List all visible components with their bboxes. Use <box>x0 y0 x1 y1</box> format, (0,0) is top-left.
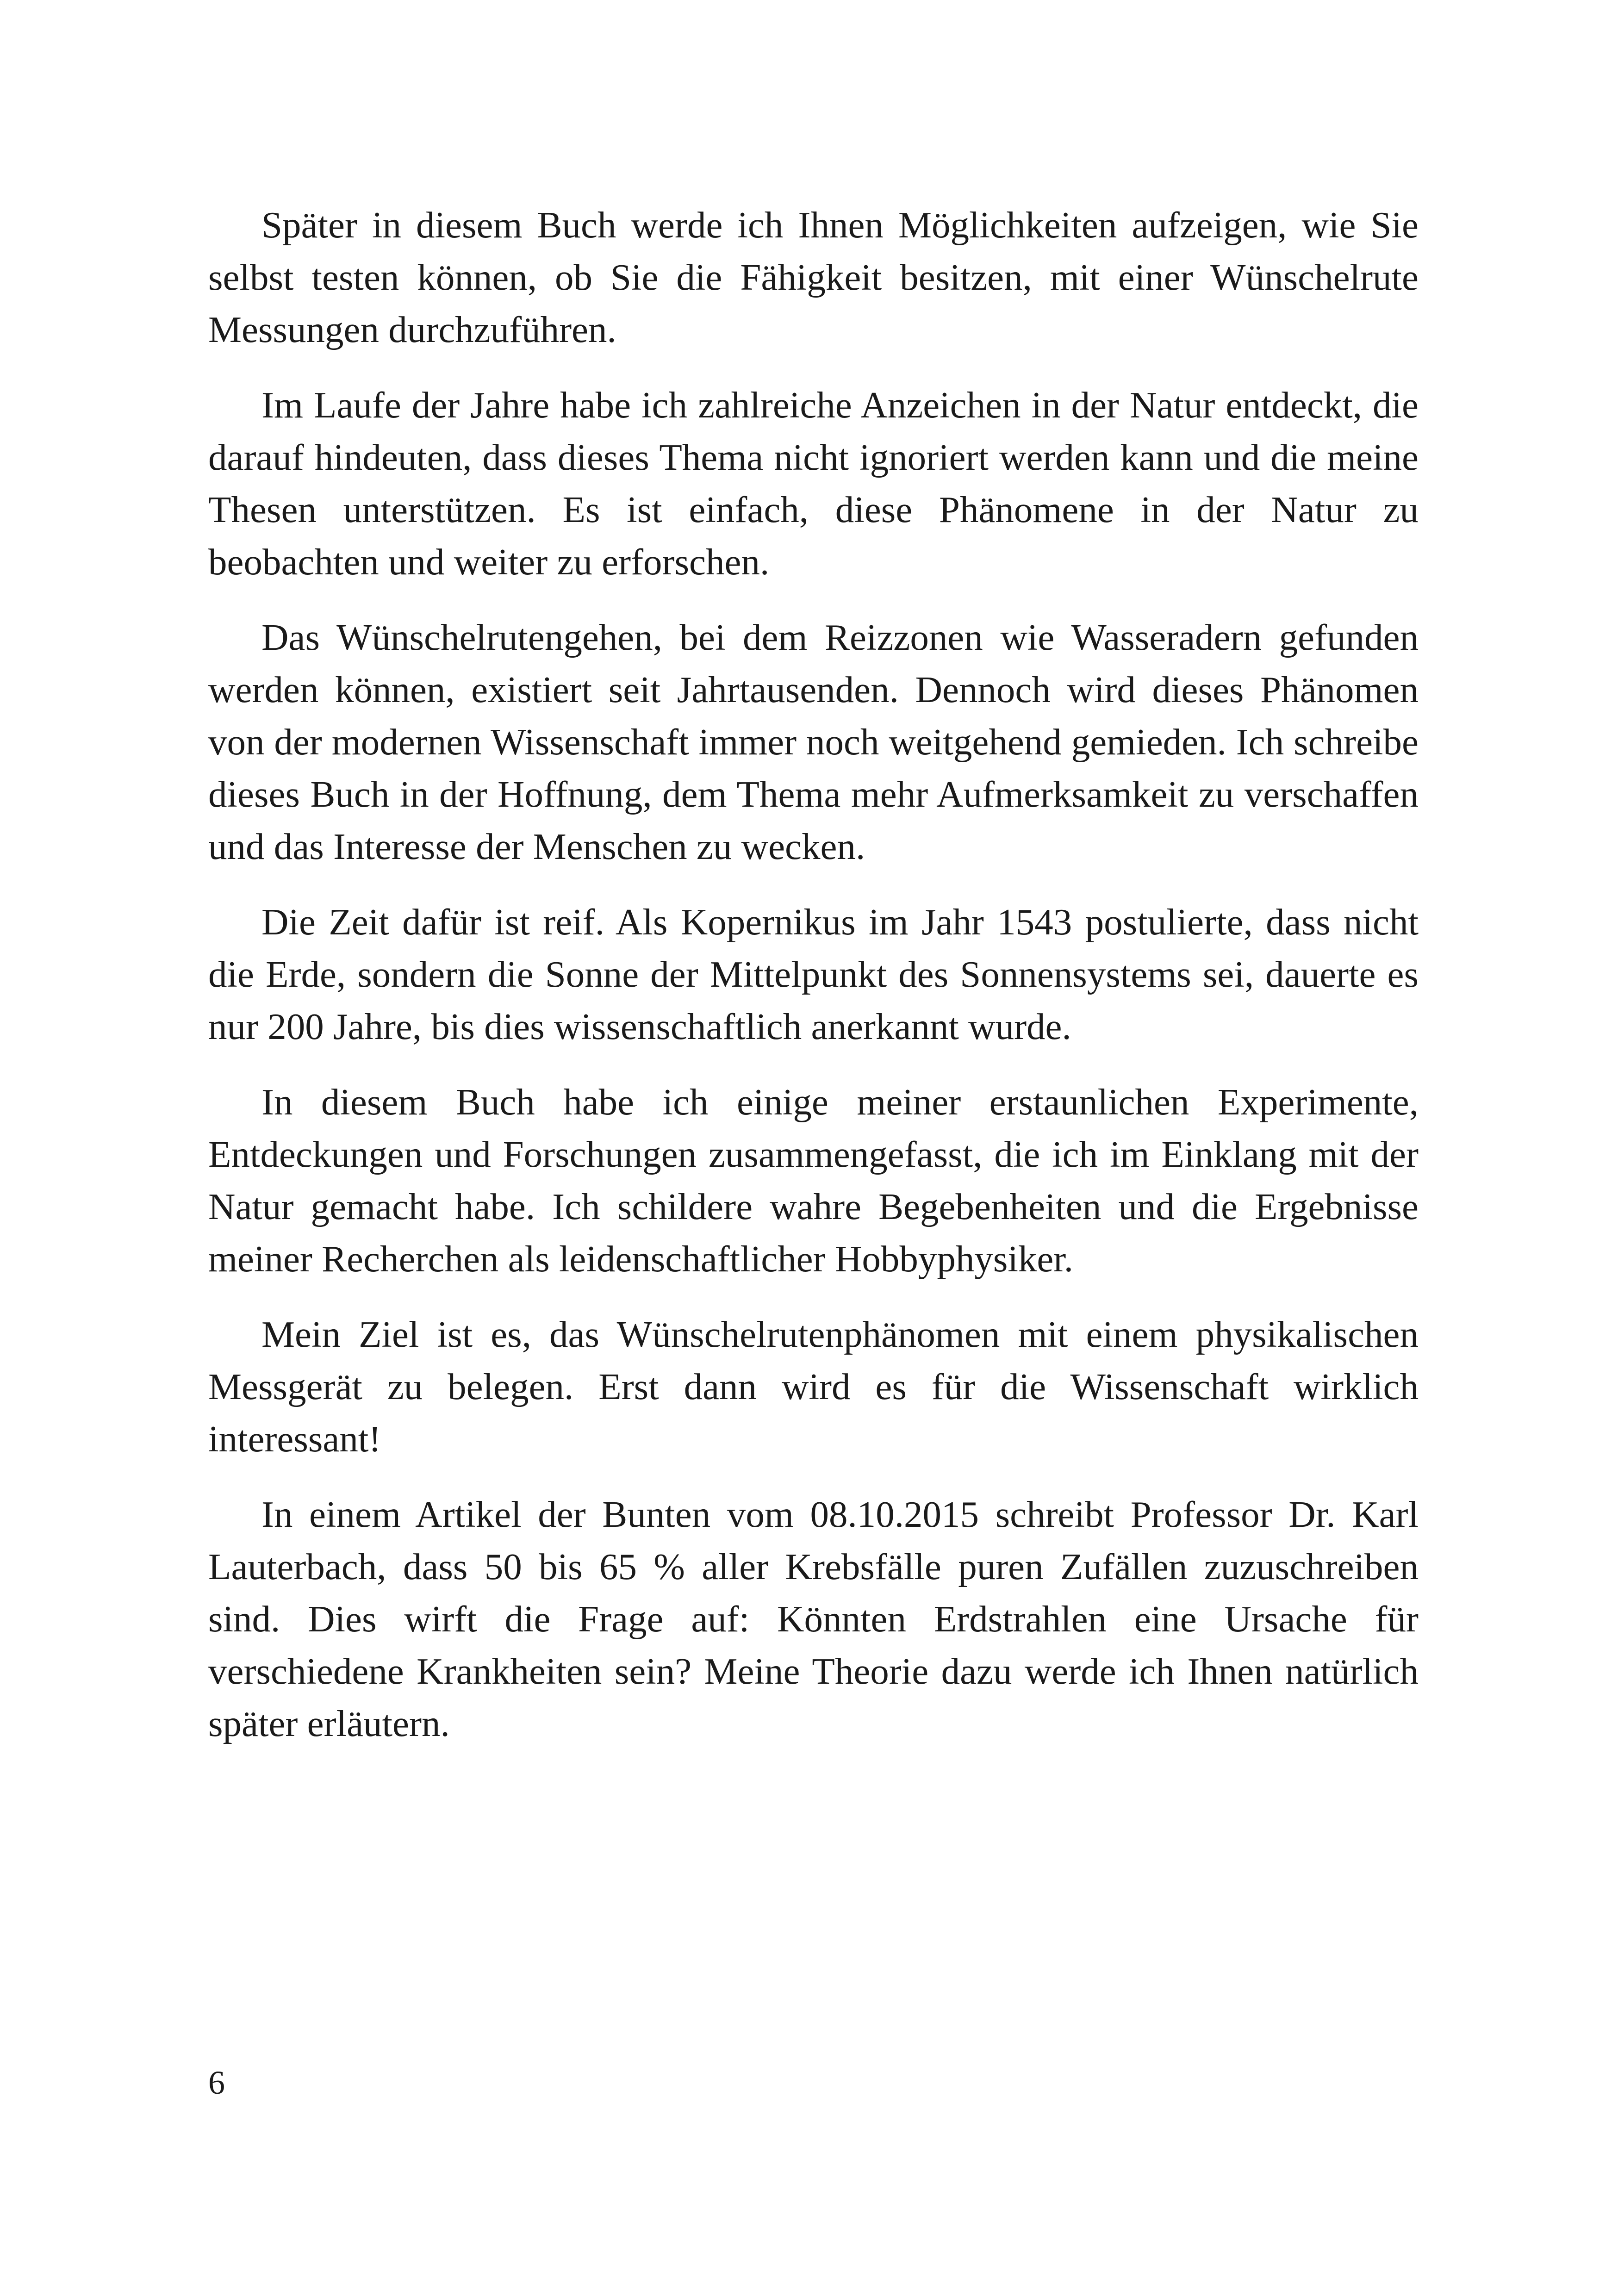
paragraph-7: In einem Artikel der Bunten vom 08.10.2015 schreibt Professor Dr. Karl Lauterbach, dass 50 bis 65 % aller Krebsfälle puren Zufällen zuzuschreiben sind. Dies wirft die Frage auf: Könnten Erdstrahlen eine Ursache für verschiedene Krankheiten sein? Meine Theorie dazu werde ich Ihnen natürlich später erläutern. <box>208 1493 1419 1744</box>
paragraph-2: Im Laufe der Jahre habe ich zahlreiche Anzeichen in der Natur entdeckt, die darauf hindeuten, dass dieses Thema nicht ignoriert werden kann und die meine Thesen unterstützen. Es ist einfach, diese Phänomene in der Natur zu beobachten und weiter zu erforschen. <box>208 384 1419 583</box>
paragraph-3: Das Wünschelrutengehen, bei dem Reizzonen wie Wasseradern gefunden werden können, existiert seit Jahrtausenden. Dennoch wird dieses Phänomen von der modernen Wissenschaft immer noch weitgehend gemieden. Ich schreibe dieses Buch in der Hoffnung, dem Thema mehr Aufmerksamkeit zu verschaffen und das Interesse der Menschen zu wecken. <box>208 616 1419 867</box>
paragraph-1: Später in diesem Buch werde ich Ihnen Möglichkeiten aufzeigen, wie Sie selbst testen können, ob Sie die Fähigkeit besitzen, mit einer Wünschelrute Messungen durchzuführen. <box>208 204 1419 350</box>
paragraph-4: Die Zeit dafür ist reif. Als Kopernikus im Jahr 1543 postulierte, dass nicht die Erde, sondern die Sonne der Mittelpunkt des Sonnensystems sei, dauerte es nur 200 Jahre, bis dies wissenschaftlich anerkannt wurde. <box>208 901 1419 1047</box>
page-number: 6 <box>208 2064 225 2101</box>
paragraph-6: Mein Ziel ist es, das Wünschelrutenphänomen mit einem physikalischen Messgerät zu belegen. Erst dann wird es für die Wissenschaft wirklich interessant! <box>208 1313 1419 1460</box>
body-text <box>208 199 1419 1773</box>
paragraph-5: In diesem Buch habe ich einige meiner erstaunlichen Experimente, Entdeckungen und Forschungen zusammengefasst, die ich im Einklang mit der Natur gemacht habe. Ich schildere wahre Begebenheiten und die Ergebnisse meiner Recherchen als leidenschaftlicher Hobbyphysiker. <box>208 1081 1419 1280</box>
